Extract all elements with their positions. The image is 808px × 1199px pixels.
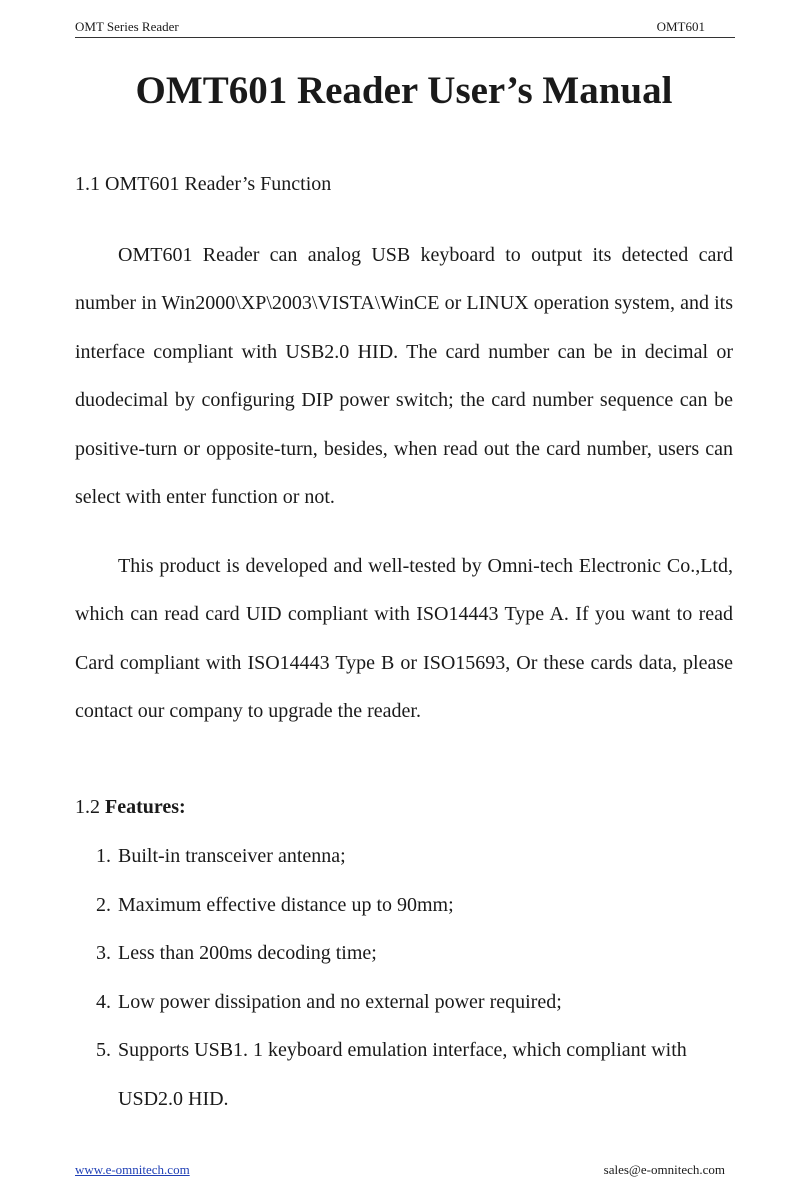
header-series: OMT Series Reader — [75, 19, 179, 34]
list-item-number: 3. — [96, 942, 111, 964]
list-item-text: Supports USB1. 1 keyboard emulation interface, which compliant with USD2.0 HID. — [118, 1039, 687, 1110]
list-item-text: Maximum effective distance up to 90mm; — [118, 893, 454, 916]
list-item — [75, 929, 733, 978]
features-list — [75, 832, 733, 1123]
section-heading-function: 1.1 OMT601 Reader’s Function — [75, 173, 332, 195]
features-title: Features: — [105, 796, 186, 818]
list-item-number: 2. — [96, 893, 111, 916]
function-paragraph-1 — [75, 231, 733, 521]
document-title: OMT601 Reader User’s Manual — [135, 69, 673, 112]
page-header — [75, 19, 735, 38]
function-paragraph-2 — [75, 542, 733, 736]
section-heading-features — [75, 796, 186, 819]
list-item-number: 4. — [96, 990, 111, 1013]
list-item-text: Less than 200ms decoding time; — [118, 942, 377, 964]
features-number: 1.2 — [75, 796, 100, 818]
function-paragraph-1-text: OMT601 Reader can analog USB keyboard to output its detected card number in Win2000\XP\2003\VISTA\WinCE or LINUX operation system, and its interface compliant with USB2.0 HID. The card number can be in decimal or duodecimal by configuring DIP power switch; the card number sequence can be positive-turn or opposite-turn, besides, when read out the card number, users can select with enter function or not. — [75, 244, 733, 509]
list-item — [75, 1026, 733, 1123]
website-link[interactable]: www.e-omnitech.com — [75, 1162, 190, 1177]
list-item — [75, 881, 733, 930]
function-paragraph-2-text: This product is developed and well-tested by Omni-tech Electronic Co.,Ltd, which can read card UID compliant with ISO14443 Type A. If you want to read Card compliant with ISO14443 Type B or ISO15693, Or these cards data, please contact our company to upgrade the reader. — [75, 555, 733, 723]
list-item-number: 1. — [96, 845, 111, 867]
contact-email: sales@e-omnitech.com — [603, 1162, 725, 1177]
header-model: OMT601 — [656, 19, 705, 34]
list-item — [75, 832, 733, 881]
list-item-text: Low power dissipation and no external power required; — [118, 990, 562, 1013]
list-item — [75, 978, 733, 1027]
list-item-number: 5. — [96, 1039, 111, 1061]
list-item-text: Built-in transceiver antenna; — [118, 845, 346, 867]
